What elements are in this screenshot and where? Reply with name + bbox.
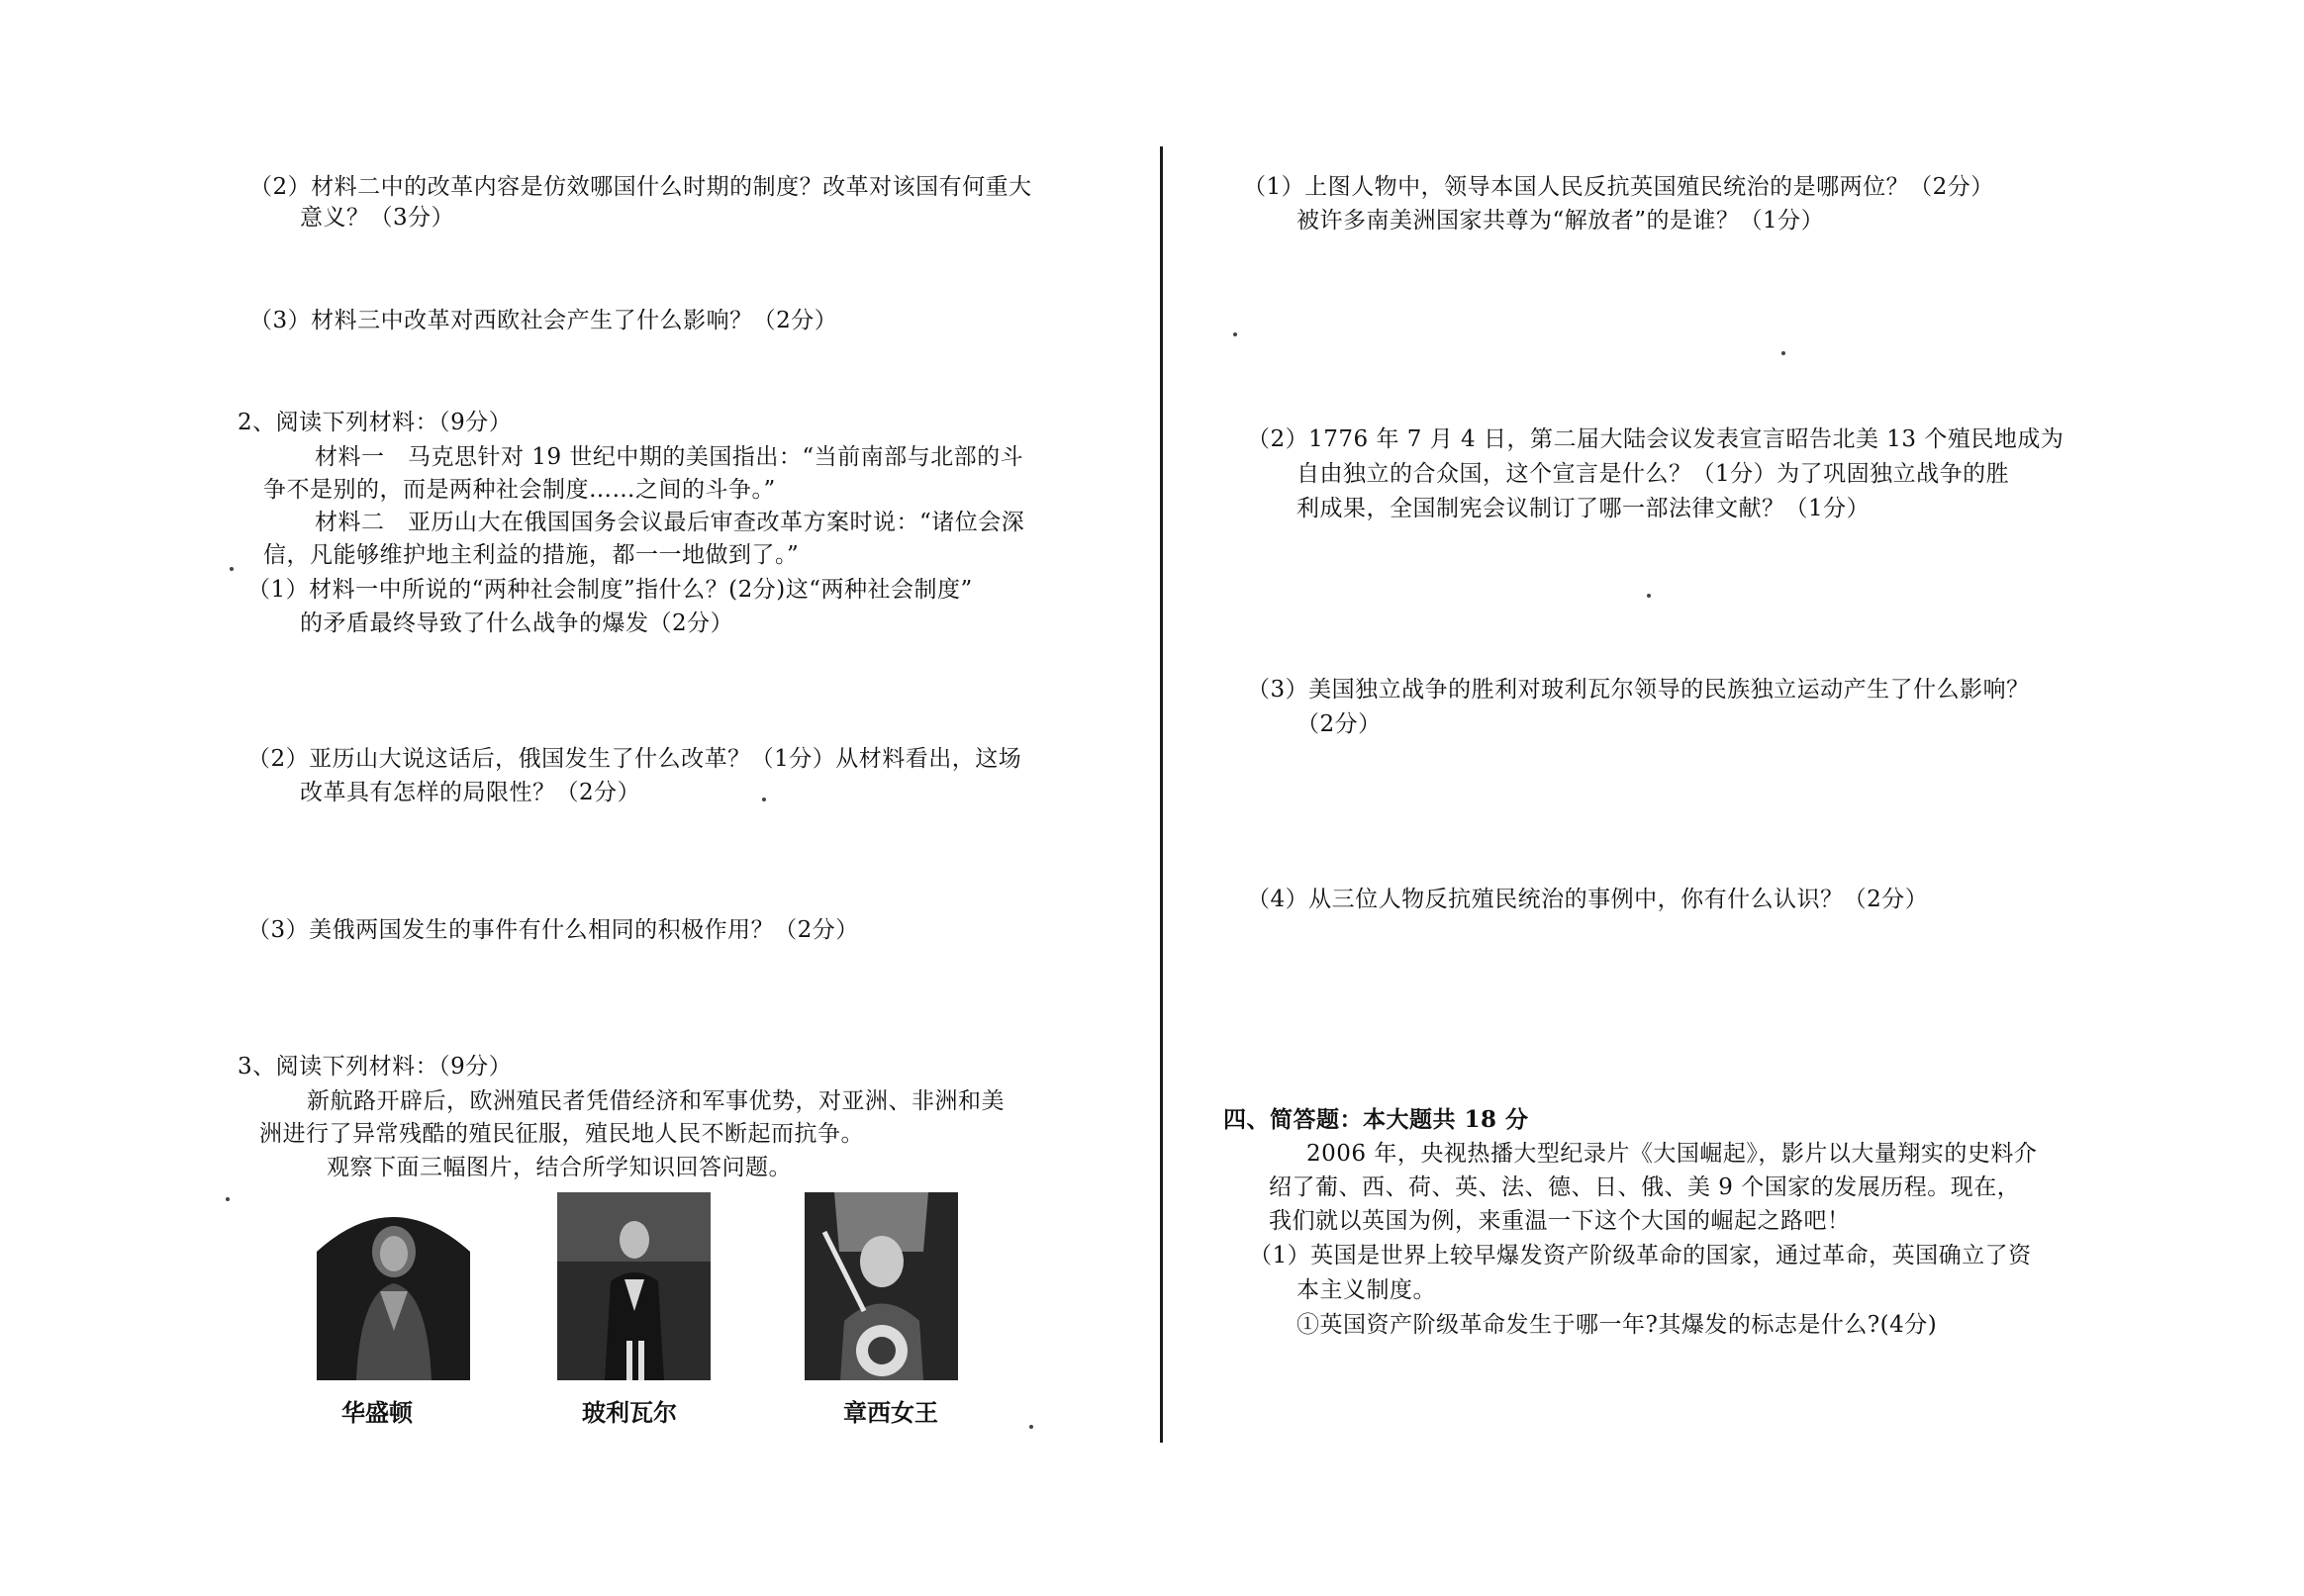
material-2-line2: 信，凡能够维护地主利益的措施，都一一地做到了。” xyxy=(263,542,800,568)
s2-q3: （3）美俄两国发生的事件有什么相同的积极作用？（2分） xyxy=(247,917,859,943)
r-q2-line1: （2）1776 年 7 月 4 日，第二届大陆会议发表宣言昭告北美 13 个殖民地成为 xyxy=(1247,426,2064,452)
column-divider xyxy=(1160,146,1163,1443)
portrait-washington xyxy=(317,1192,470,1380)
scan-speck xyxy=(1647,594,1651,598)
section-2-title: 2、阅读下列材料：（9分） xyxy=(238,410,513,435)
s4-para-line3: 我们就以英国为例，来重温一下这个大国的崛起之路吧！ xyxy=(1269,1208,1851,1234)
r-q3-line2: （2分） xyxy=(1296,711,1382,737)
s3-para-line2: 洲进行了异常残酷的殖民征服，殖民地人民不断起而抗争。 xyxy=(259,1121,864,1147)
r-q4: （4）从三位人物反抗殖民统治的事例中，你有什么认识？（2分） xyxy=(1247,887,1929,912)
scan-speck xyxy=(226,1197,230,1201)
s3-para-line1: 新航路开辟后，欧洲殖民者凭借经济和军事优势，对亚洲、非洲和美 xyxy=(307,1088,1005,1114)
r-q1-line2: 被许多南美洲国家共尊为“解放者”的是谁？（1分） xyxy=(1296,208,1825,234)
s4-para-line2: 绍了葡、西、荷、英、法、德、日、俄、美 9 个国家的发展历程。现在， xyxy=(1269,1174,2021,1200)
s4-q1-line1: （1）英国是世界上较早爆发资产阶级革命的国家，通过革命，英国确立了资 xyxy=(1249,1243,2032,1268)
portrait-bolivar xyxy=(557,1192,711,1380)
material-1-line1: 材料一 马克思针对 19 世纪中期的美国指出：“当前南部与北部的斗 xyxy=(315,444,1024,470)
r-q1-line1: （1）上图人物中，领导本国人民反抗英国殖民统治的是哪两位？（2分） xyxy=(1243,174,1994,200)
scan-speck xyxy=(1781,351,1785,355)
s2-q2-line2: 改革具有怎样的局限性？（2分） xyxy=(300,780,641,805)
q2-2-line2: 意义？（3分） xyxy=(300,205,455,231)
s2-q1-line2: 的矛盾最终导致了什么战争的爆发（2分） xyxy=(300,610,734,636)
portrait-rani-of-jhansi xyxy=(805,1192,958,1380)
scan-speck xyxy=(230,567,234,571)
q2-2-line1: （2）材料二中的改革内容是仿效哪国什么时期的制度？改革对该国有何重大 xyxy=(249,174,1032,200)
r-q2-line3: 利成果，全国制宪会议制订了哪一部法律文献？（1分） xyxy=(1296,496,1871,521)
right-column xyxy=(1168,0,2304,1596)
material-1-line2: 争不是别的，而是两种社会制度……之间的斗争。” xyxy=(263,477,776,503)
q2-3: （3）材料三中改革对西欧社会产生了什么影响？（2分） xyxy=(249,308,838,333)
scan-speck xyxy=(762,798,766,801)
section-3-title: 3、阅读下列材料：（9分） xyxy=(238,1054,513,1080)
caption-washington: 华盛顿 xyxy=(341,1398,413,1427)
scan-speck xyxy=(1233,332,1237,336)
r-q3-line1: （3）美国独立战争的胜利对玻利瓦尔领导的民族独立运动产生了什么影响？ xyxy=(1247,677,2030,703)
s4-q1-sub: ①英国资产阶级革命发生于哪一年?其爆发的标志是什么?(4分) xyxy=(1296,1312,1938,1338)
s3-para-line3: 观察下面三幅图片，结合所学知识回答问题。 xyxy=(327,1155,792,1180)
r-q2-line2: 自由独立的合众国，这个宣言是什么？（1分）为了巩固独立战争的胜 xyxy=(1296,461,2010,487)
s4-q1-line2: 本主义制度。 xyxy=(1296,1277,1436,1303)
material-2-line1: 材料二 亚历山大在俄国国务会议最后审查改革方案时说：“诸位会深 xyxy=(315,510,1025,535)
caption-rani-of-jhansi: 章西女王 xyxy=(843,1398,938,1427)
s2-q1-line1: （1）材料一中所说的“两种社会制度”指什么？(2分)这“两种社会制度” xyxy=(247,577,973,603)
section-4-title: 四、简答题：本大题共 18 分 xyxy=(1223,1106,1529,1133)
scan-speck xyxy=(1029,1425,1033,1429)
s2-q2-line1: （2）亚历山大说这话后，俄国发生了什么改革？（1分）从材料看出，这场 xyxy=(247,746,1022,772)
caption-bolivar: 玻利瓦尔 xyxy=(582,1398,677,1427)
s4-para-line1: 2006 年，央视热播大型纪录片《大国崛起》，影片以大量翔实的史料介 xyxy=(1306,1141,2038,1167)
